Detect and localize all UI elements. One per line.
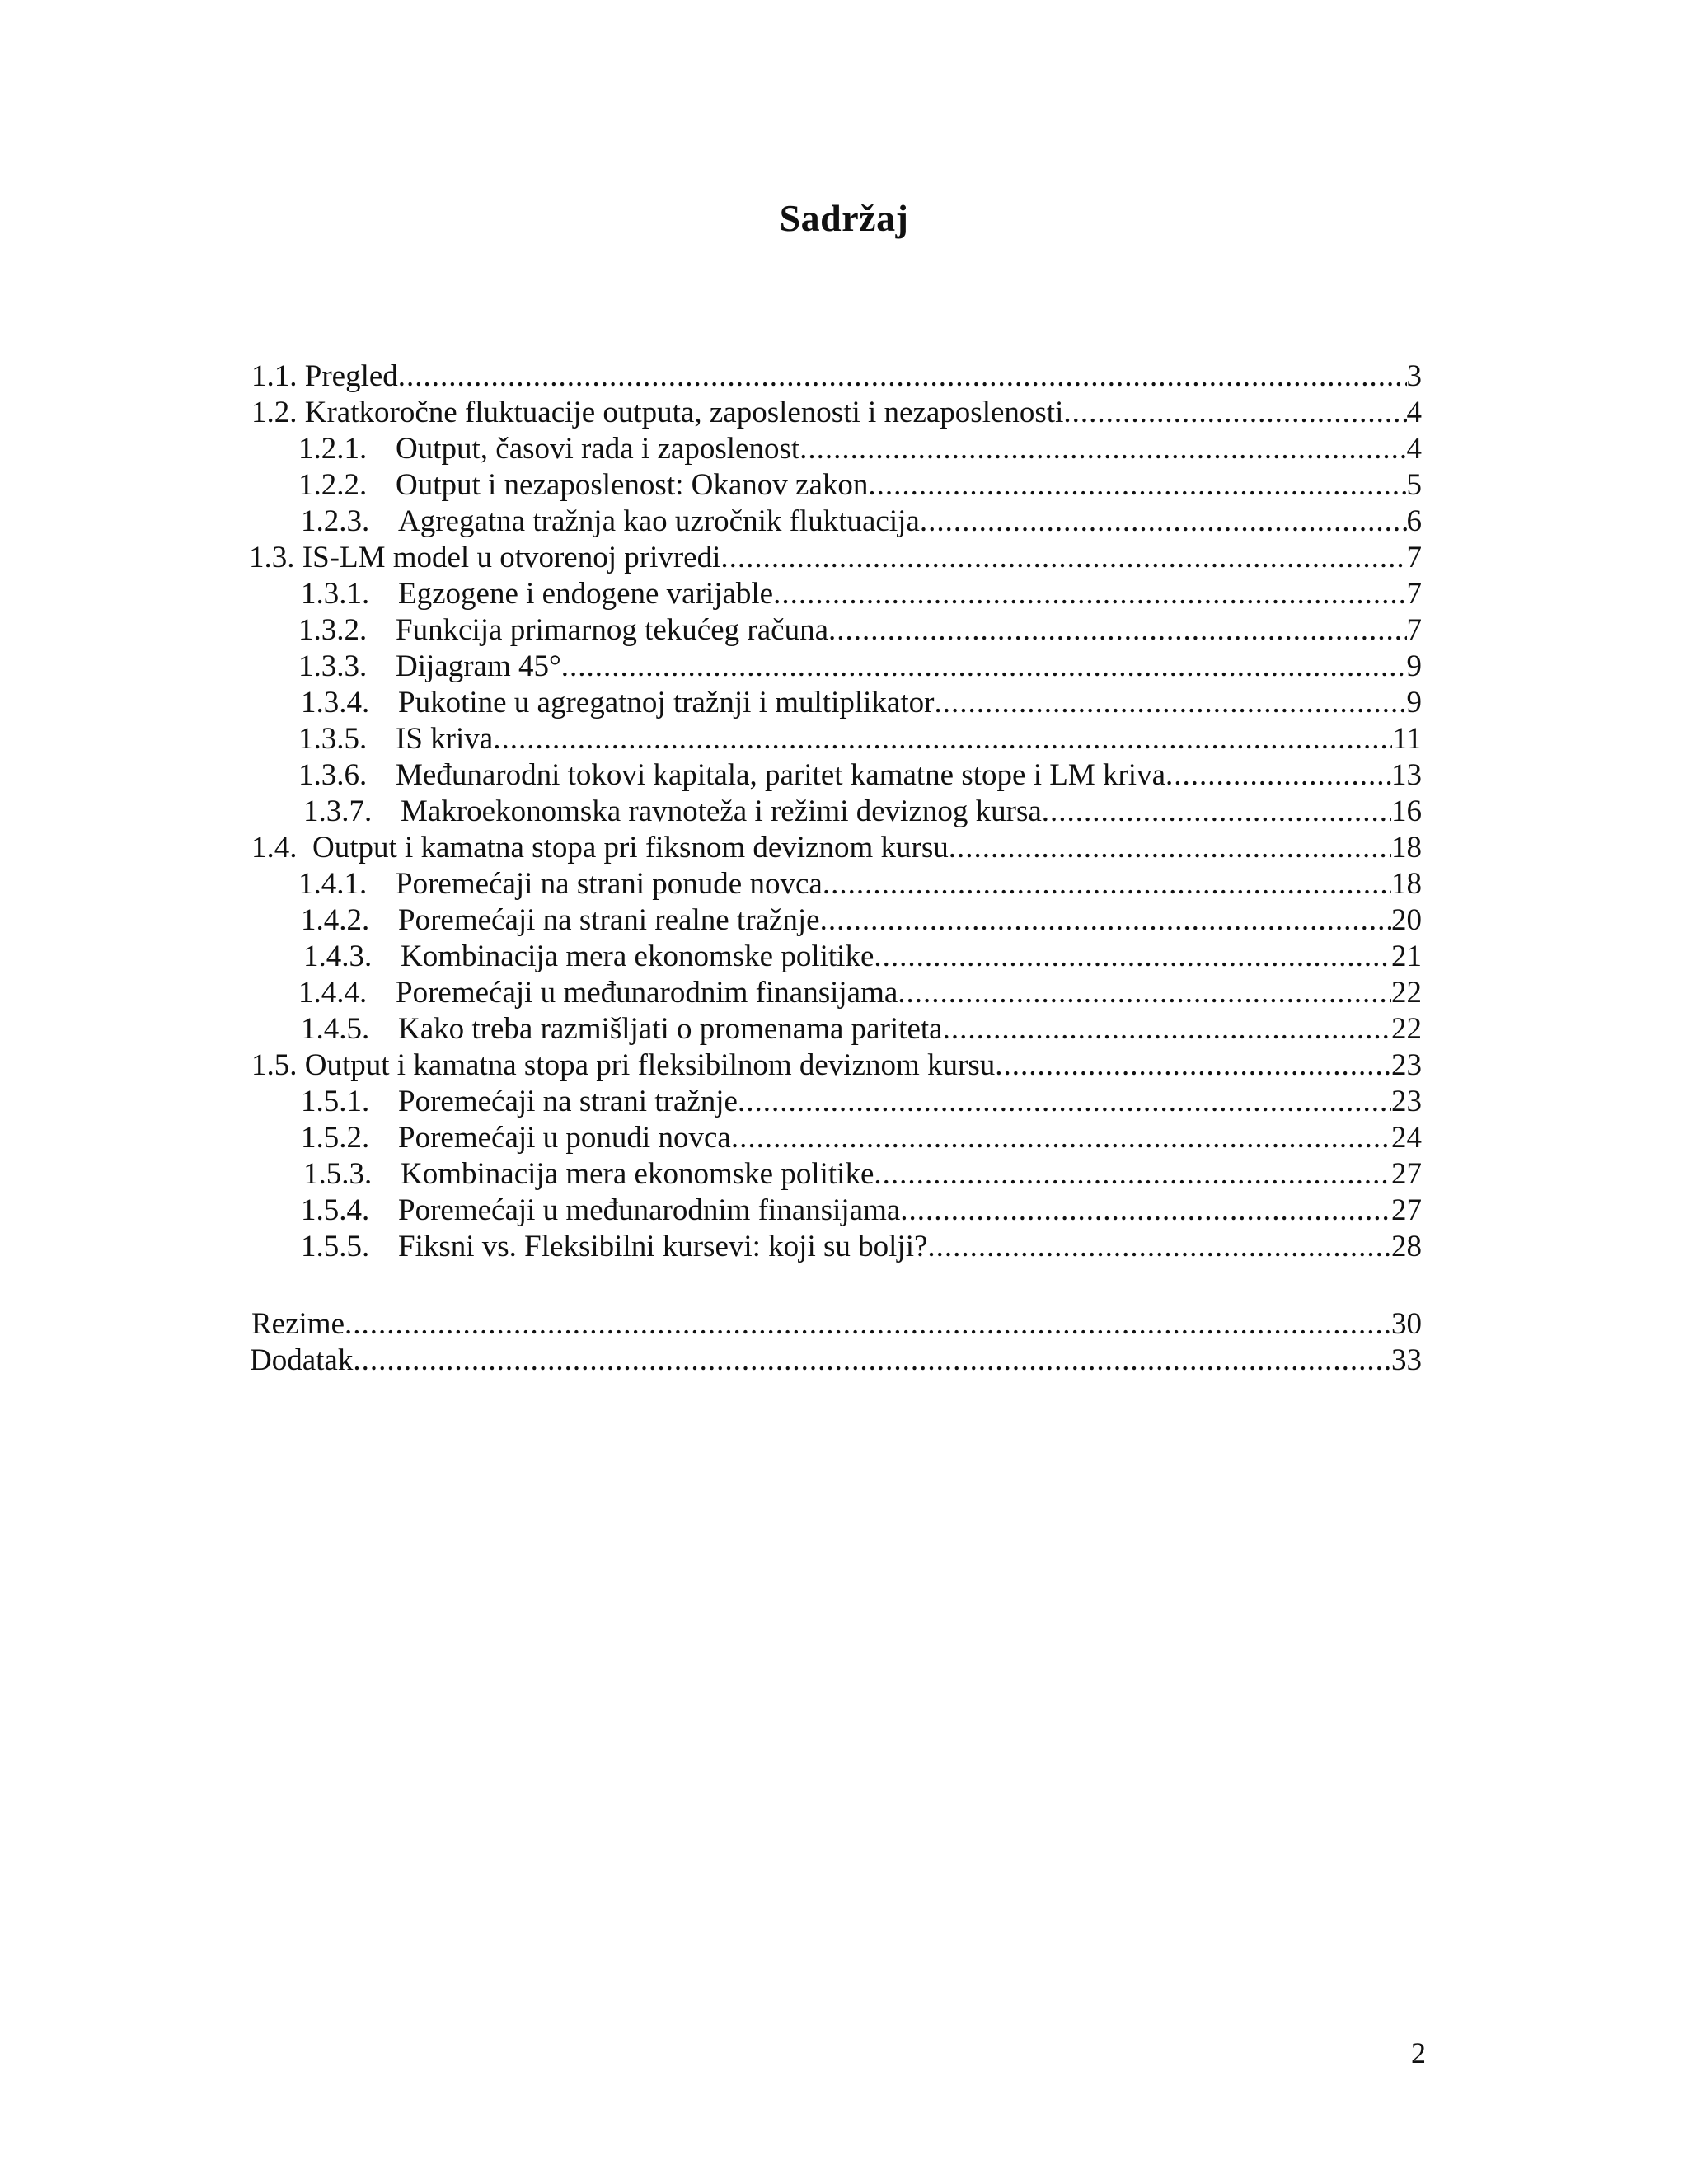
- toc-entry-title: Kombinacija mera ekonomske politike .....: [401, 1156, 1391, 1193]
- toc-entry[interactable]: [301, 1193, 1422, 1229]
- toc-entry-number: 1.4.2.: [301, 903, 370, 937]
- toc-entry-title: Output i kamatna stopa pri fleksibilnom deviznom kursu .....: [305, 1047, 1391, 1084]
- toc-entry-page: 13: [1391, 758, 1422, 792]
- toc-entry-title: Rezime .....: [251, 1306, 1391, 1343]
- toc-entry-page: 22: [1391, 1012, 1422, 1046]
- toc-entry-page: 7: [1406, 541, 1422, 574]
- toc-entry-number: 1.3.1.: [301, 577, 370, 611]
- toc-entry[interactable]: [301, 1084, 1422, 1120]
- toc-entry[interactable]: [301, 902, 1422, 939]
- toc-entry-title: Output, časovi rada i zaposlenost .....: [396, 431, 1407, 467]
- toc-entry-page: 7: [1406, 577, 1422, 611]
- toc-entry-title: Poremećaji u ponudi novca .....: [398, 1120, 1391, 1156]
- toc-entry-title: Dodatak .....: [250, 1343, 1391, 1379]
- toc-entry[interactable]: [251, 1047, 1422, 1084]
- toc-entry[interactable]: [298, 431, 1422, 467]
- toc-entry-title: Funkcija primarnog tekućeg računa .....: [396, 612, 1407, 649]
- toc-entry-page: 27: [1391, 1157, 1422, 1191]
- toc-entry[interactable]: [301, 576, 1422, 612]
- toc-entry[interactable]: [251, 830, 1422, 866]
- toc-entry[interactable]: [301, 1011, 1422, 1047]
- toc-entry-title: Poremećaji na strani ponude novca .....: [396, 866, 1391, 902]
- toc-entry[interactable]: [251, 395, 1422, 431]
- toc-entry[interactable]: [303, 1156, 1422, 1193]
- toc-entry-number: 1.2.2.: [298, 468, 368, 502]
- toc-entry-number: 1.3.: [249, 541, 295, 574]
- toc-entry-title: Agregatna tražnja kao uzročnik fluktuacija .....: [398, 504, 1407, 540]
- page-title: Sadržaj: [779, 197, 909, 239]
- toc-entry-number: 1.2.1.: [298, 432, 368, 466]
- toc-entry[interactable]: [298, 467, 1422, 504]
- toc-entry-number: 1.3.4.: [301, 686, 370, 719]
- toc-entry-number: 1.5.1.: [301, 1085, 370, 1118]
- toc-entry-number: 1.3.2.: [298, 613, 368, 647]
- toc-entry[interactable]: [251, 359, 1422, 395]
- toc-entry-title: Fiksni vs. Fleksibilni kursevi: koji su bolji? .....: [398, 1229, 1391, 1265]
- toc-entry[interactable]: [301, 685, 1422, 721]
- toc-entry-page: 3: [1406, 359, 1422, 393]
- toc-entry-number: 1.5.4.: [301, 1193, 370, 1227]
- toc-entry-page: 18: [1391, 831, 1422, 865]
- toc-entry-page: 4: [1406, 396, 1422, 429]
- toc-entry-page: 9: [1406, 686, 1422, 719]
- toc-entry-page: 30: [1391, 1307, 1422, 1341]
- toc-entry-number: 1.4.4.: [298, 976, 368, 1010]
- toc-entry-page: 7: [1406, 613, 1422, 647]
- toc-entry-title: Međunarodni tokovi kapitala, paritet kamatne stope i LM kriva .....: [396, 757, 1391, 794]
- toc-entry-title: Poremećaji u međunarodnim finansijama .....: [396, 975, 1391, 1011]
- toc-entry-title: Poremećaji na strani realne tražnje .....: [398, 902, 1391, 939]
- toc-entry-title: Egzogene i endogene varijable .....: [398, 576, 1407, 612]
- toc-entry[interactable]: [303, 794, 1422, 830]
- toc-entry[interactable]: [298, 612, 1422, 649]
- toc-entry-number: 1.4.3.: [303, 940, 373, 973]
- toc-entry-number: 1.4.5.: [301, 1012, 370, 1046]
- toc-entry-page: 20: [1391, 903, 1422, 937]
- toc-entry-number: 1.5.3.: [303, 1157, 373, 1191]
- toc-entry-page: 5: [1406, 468, 1422, 502]
- toc-entry[interactable]: [298, 721, 1422, 757]
- toc-entry[interactable]: [249, 540, 1422, 576]
- toc-entry-number: 1.4.1.: [298, 867, 368, 901]
- toc-entry-title: Kratkoročne fluktuacije outputa, zaposlenosti i nezaposlenosti .....: [305, 395, 1407, 431]
- toc-entry-page: 33: [1391, 1343, 1422, 1377]
- toc-entry[interactable]: [298, 757, 1422, 794]
- toc-entry-number: 1.5.: [251, 1048, 298, 1082]
- toc-entry-title: IS kriva .....: [396, 721, 1392, 757]
- toc-entry-number: 1.4.: [251, 831, 298, 865]
- toc-entry-number: 1.3.7.: [303, 794, 373, 828]
- toc-entry-number: 1.5.2.: [301, 1121, 370, 1155]
- toc-entry-page: 28: [1391, 1230, 1422, 1263]
- toc-entry-title: Kako treba razmišljati o promenama pariteta .....: [398, 1011, 1391, 1047]
- toc-entry-title: Output i kamatna stopa pri fiksnom deviznom kursu .....: [312, 830, 1391, 866]
- toc-entry[interactable]: [251, 1306, 1422, 1343]
- toc-entry[interactable]: [301, 1229, 1422, 1265]
- toc-entry-title: Output i nezaposlenost: Okanov zakon .....: [396, 467, 1407, 504]
- toc-entry-page: 4: [1406, 432, 1422, 466]
- toc-entry-page: 9: [1406, 649, 1422, 683]
- toc-entry-page: 27: [1391, 1193, 1422, 1227]
- toc-entry[interactable]: [303, 939, 1422, 975]
- toc-entry-number: 1.3.3.: [298, 649, 368, 683]
- toc-entry-page: 11: [1392, 722, 1422, 756]
- toc-entry-title: Poremećaji na strani tražnje .....: [398, 1084, 1391, 1120]
- toc-entry-title: Kombinacija mera ekonomske politike .....: [401, 939, 1391, 975]
- toc-entry-number: 1.2.: [251, 396, 298, 429]
- toc-entry[interactable]: [298, 975, 1422, 1011]
- toc-entry-title: Pregled .....: [305, 359, 1407, 395]
- toc-entry-page: 24: [1391, 1121, 1422, 1155]
- toc-entry[interactable]: [298, 866, 1422, 902]
- toc-entry-page: 6: [1406, 504, 1422, 538]
- toc-entry-number: 1.2.3.: [301, 504, 370, 538]
- toc-entry-title: Poremećaji u međunarodnim finansijama .....: [398, 1193, 1391, 1229]
- toc-entry-page: 18: [1391, 867, 1422, 901]
- toc-entry-number: 1.5.5.: [301, 1230, 370, 1263]
- toc-entry[interactable]: [250, 1343, 1422, 1379]
- toc-entry-page: 22: [1391, 976, 1422, 1010]
- toc-entry-title: IS-LM model u otvorenoj privredi .....: [302, 540, 1407, 576]
- toc-entry-page: 16: [1391, 794, 1422, 828]
- toc-entry-number: 1.3.5.: [298, 722, 368, 756]
- toc-entry-title: Makroekonomska ravnoteža i režimi deviznog kursa .....: [401, 794, 1391, 830]
- toc-entry-page: 21: [1391, 940, 1422, 973]
- toc-entry-title: Dijagram 45° .....: [396, 649, 1407, 685]
- toc-entry[interactable]: [298, 649, 1422, 685]
- page-number: 2: [1411, 2036, 1426, 2069]
- toc-entry[interactable]: [301, 504, 1422, 540]
- toc-entry-number: 1.3.6.: [298, 758, 368, 792]
- toc-entry-number: 1.1.: [251, 359, 298, 393]
- toc-entry[interactable]: [301, 1120, 1422, 1156]
- toc-entry-page: 23: [1391, 1085, 1422, 1118]
- toc-entry-page: 23: [1391, 1048, 1422, 1082]
- toc-entry-title: Pukotine u agregatnoj tražnji i multiplikator .....: [398, 685, 1407, 721]
